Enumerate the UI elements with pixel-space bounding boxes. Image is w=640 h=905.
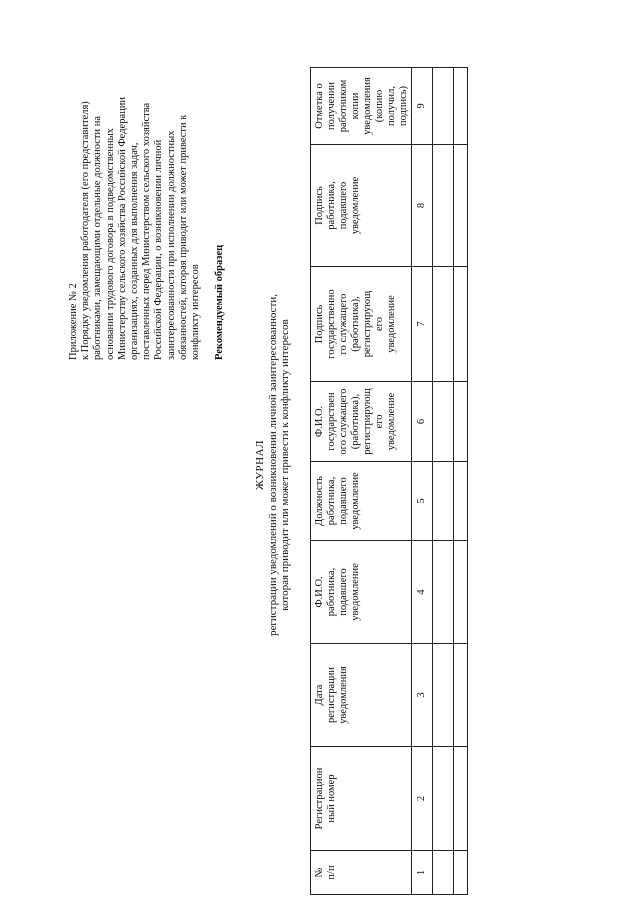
column-header-employee-name: Ф.И.О. работника, подавшего уведомление (311, 541, 412, 644)
empty-cell (454, 851, 468, 895)
empty-cell (433, 68, 454, 145)
column-number: 8 (412, 145, 433, 267)
appendix-line: организациях, созданных для выполнения задач, (129, 142, 141, 360)
empty-cell (454, 68, 468, 145)
empty-cell (433, 541, 454, 644)
column-number-row (412, 68, 433, 895)
appendix-line: заинтересованности при исполнении должностных (165, 130, 177, 360)
empty-cell (433, 462, 454, 541)
empty-cell (454, 747, 468, 851)
column-header-number: № п/п (311, 851, 412, 895)
table-header-row (311, 68, 412, 895)
appendix-line: Министерству сельского хозяйства Российской Федерации (116, 97, 128, 360)
appendix-block (68, 40, 226, 360)
empty-cell (433, 747, 454, 851)
table-row (454, 68, 468, 895)
journal-subtitle-line-2: которая приводит или может привести к конфликту интересов (279, 319, 291, 611)
journal-table (310, 67, 468, 895)
journal-title: ЖУРНАЛ (254, 440, 266, 490)
column-number: 9 (412, 68, 433, 145)
empty-cell (433, 382, 454, 462)
empty-cell (454, 145, 468, 267)
column-header-registration-date: Дата регистрации уведомления (311, 644, 412, 747)
empty-cell (433, 267, 454, 382)
empty-cell (454, 644, 468, 747)
empty-cell (433, 644, 454, 747)
empty-cell (433, 145, 454, 267)
appendix-line: работниками, замещающими отдельные должности на (92, 115, 104, 360)
empty-cell (454, 541, 468, 644)
empty-cell (454, 267, 468, 382)
appendix-line: к Порядку уведомления работодателя (его представителя) (80, 101, 92, 360)
column-header-registrar-name: Ф.И.О. государствен ого служащего (работника), регистрирующ его уведомление (311, 382, 412, 462)
appendix-line: обязанностей, которая приводит или может привести к (177, 114, 189, 360)
appendix-line: конфликту интересов (190, 264, 202, 360)
column-number: 6 (412, 382, 433, 462)
empty-cell (454, 382, 468, 462)
column-number: 2 (412, 747, 433, 851)
column-number: 1 (412, 851, 433, 895)
column-number: 5 (412, 462, 433, 541)
journal-heading (254, 245, 292, 685)
empty-cell (454, 462, 468, 541)
appendix-line: основании трудового договора в подведомственных (104, 128, 116, 360)
appendix-line: поставленных перед Министерством сельского хозяйства (141, 102, 153, 360)
column-header-copy-receipt: Отметка о получении работником копии уведомления (копию получил, подпись) (311, 68, 412, 145)
column-header-employee-signature: Подпись работника, подавшего уведомление (311, 145, 412, 267)
column-header-registrar-signature: Подпись государственно го служащего (работника), регистрирующ его уведомление (311, 267, 412, 382)
column-header-registration-number: Регистрацион ный номер (311, 747, 412, 851)
empty-cell (433, 851, 454, 895)
column-header-employee-position: Должность работника, подавшего уведомление (311, 462, 412, 541)
appendix-line: Российской Федерации, о возникновении личной (153, 139, 165, 360)
appendix-line: Приложение № 2 (68, 283, 79, 360)
column-number: 4 (412, 541, 433, 644)
recommended-sample-label: Рекомендуемый образец (214, 244, 226, 360)
column-number: 7 (412, 267, 433, 382)
table-row (433, 68, 454, 895)
column-number: 3 (412, 644, 433, 747)
journal-subtitle-line-1: регистрации уведомлений о возникновении личной заинтересованности, (266, 294, 279, 636)
